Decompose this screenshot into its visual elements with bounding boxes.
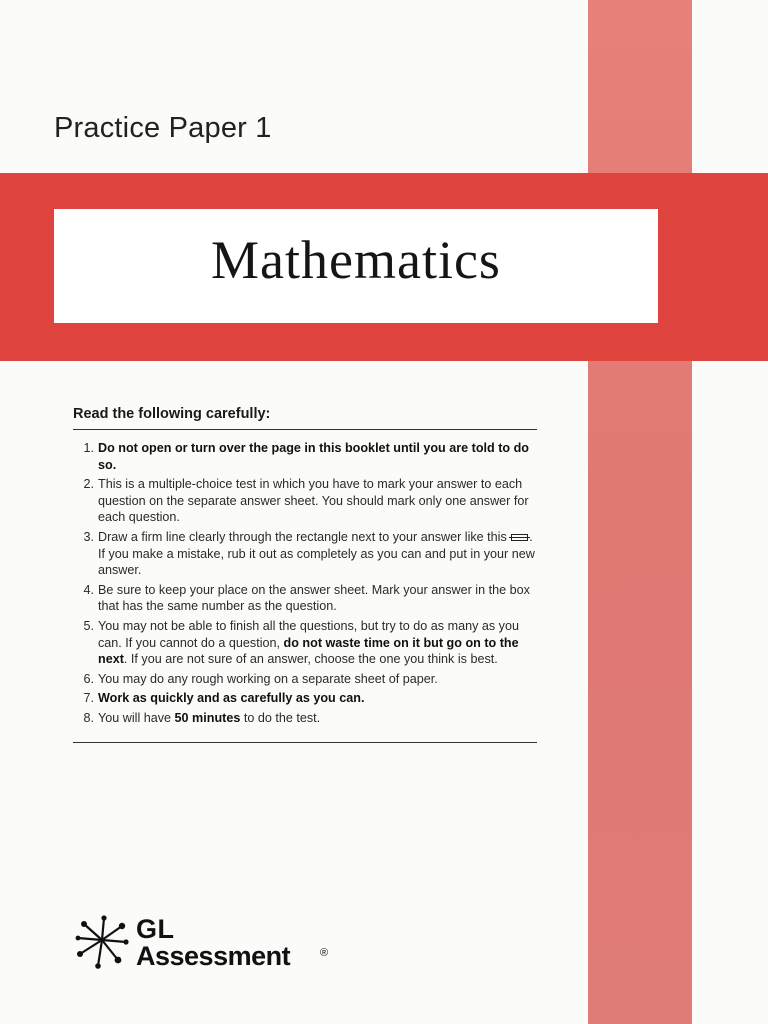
instructions-heading: Read the following carefully: <box>73 406 271 422</box>
instructions-section <box>73 406 537 743</box>
registered-mark: ® <box>320 947 329 959</box>
divider-bottom <box>73 742 537 743</box>
list-item: 5. You may not be able to finish all the questions, but try to do as many as you can. If you cannot do a question, do not waste time on it but go on to the next. If you are not sure of an answer, choose the one you think is best. <box>83 618 519 667</box>
crossed-rectangle-icon <box>511 534 528 541</box>
practice-paper-title: Practice Paper 1 <box>54 112 272 144</box>
list-item: 1. Do not open or turn over the page in this booklet until you are told to do so. <box>83 441 529 472</box>
gl-asterisk-logo-icon <box>74 914 130 970</box>
logo-text-gl: GL <box>136 914 175 944</box>
list-item: 8. You will have 50 minutes to do the test. <box>83 710 321 725</box>
list-item: 4. Be sure to keep your place on the answer sheet. Mark your answer in the box that has the same number as the question. <box>83 582 530 614</box>
subject-title: Mathematics <box>211 230 501 290</box>
list-item: 6. You may do any rough working on a separate sheet of paper. <box>83 671 438 686</box>
logo-text-assessment: Assessment <box>136 941 291 971</box>
list-item: 2. This is a multiple-choice test in which you have to mark your answer to each question on the separate answer sheet. You should mark only one answer for each question. <box>83 477 529 525</box>
gl-assessment-logo <box>74 914 354 974</box>
title-box <box>54 209 658 323</box>
title-band <box>0 173 768 361</box>
instructions-list <box>73 430 537 742</box>
list-item: 7. Work as quickly and as carefully as you can. <box>83 691 365 706</box>
list-item: 3. Draw a firm line clearly through the rectangle next to your answer like this . If you make a mistake, rub it out as completely as you can and put in your new answer. <box>83 529 535 578</box>
vertical-pink-stripe <box>588 0 692 1024</box>
